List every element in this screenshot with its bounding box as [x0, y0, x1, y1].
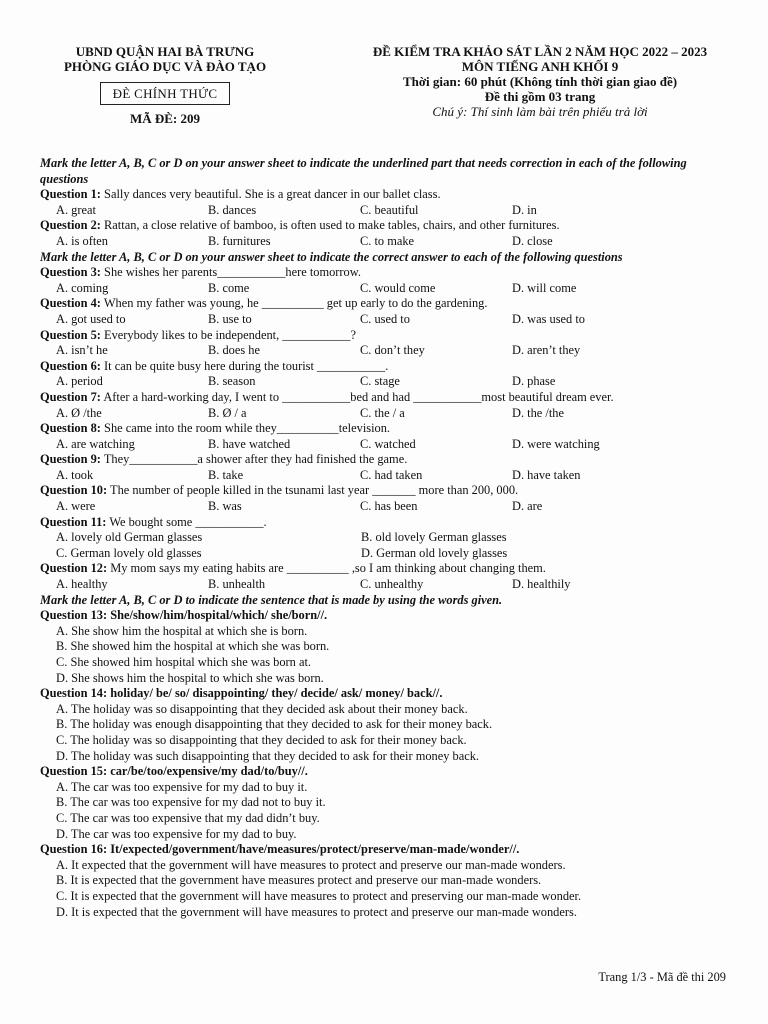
- option-b: B. unhealth: [208, 577, 266, 592]
- option-d: D. She shows him the hospital to which she was born.: [56, 670, 324, 685]
- option-b: B. dances: [208, 202, 257, 217]
- official-box: ĐÈ CHÍNH THỨC: [100, 82, 231, 105]
- question-text: It can be quite busy here during the tourist ___________.: [104, 358, 389, 373]
- option-b: B. season: [208, 374, 256, 389]
- question-text: When my father was young, he __________ get up early to do the gardening.: [103, 296, 488, 311]
- question-label: Question 14:: [40, 686, 108, 701]
- option-a: A. healthy: [56, 577, 108, 592]
- option-c: C. The holiday was so disappointing that they decided to ask for their money back.: [56, 732, 467, 747]
- question-line: [40, 515, 730, 531]
- header-right: [330, 44, 750, 119]
- question-line: [40, 359, 730, 375]
- option-c: C. watched: [360, 436, 416, 451]
- options-row: [40, 312, 730, 328]
- options-row: [40, 374, 730, 390]
- question-text: She/show/him/hospital/which/ she/born//.: [110, 608, 328, 623]
- question-block: [40, 842, 730, 920]
- question-text: She wishes her parents___________here tomorrow.: [104, 265, 361, 280]
- option-d: D. was used to: [512, 311, 585, 326]
- option-a: A. The car was too expensive for my dad to buy it.: [56, 779, 308, 794]
- question-label: Question 15:: [40, 764, 108, 779]
- option-b: B. have watched: [208, 436, 291, 451]
- question-block: [40, 328, 730, 359]
- exam-code: MÃ ĐÈ: 209: [129, 111, 201, 126]
- page-footer: Trang 1/3 - Mã đề thi 209: [598, 970, 726, 984]
- option-a: A. coming: [56, 280, 109, 295]
- option-d: D. It is expected that the government will have measures to protect and preserve our man-made wonders.: [56, 904, 577, 919]
- question-line: [40, 608, 730, 624]
- question-label: Question 12:: [40, 561, 108, 576]
- question-label: Question 5:: [40, 327, 101, 342]
- question-block: [40, 686, 730, 764]
- question-block: [40, 296, 730, 327]
- question-text: We bought some ___________.: [109, 514, 267, 529]
- note: Chú ý: Thí sinh làm bài trên phiếu trả lời: [432, 104, 648, 119]
- option-c: C. German lovely old glasses: [56, 545, 202, 560]
- question-line: [40, 842, 730, 858]
- option-d: D. will come: [512, 280, 577, 295]
- option-c: C. unhealthy: [360, 577, 424, 592]
- question-line: [40, 452, 730, 468]
- question-label: Question 7:: [40, 389, 101, 404]
- option-a: A. lovely old German glasses: [56, 530, 203, 545]
- question-line: [40, 265, 730, 281]
- question-line: [40, 218, 730, 234]
- option-b: B. take: [208, 467, 244, 482]
- question-label: Question 8:: [40, 421, 101, 436]
- option-c: C. The car was too expensive that my dad didn’t buy.: [56, 810, 320, 825]
- option-d: D. healthily: [512, 577, 571, 592]
- option-a: A. were: [56, 499, 96, 514]
- question-text: My mom says my eating habits are __________ ,so I am thinking about changing them.: [110, 561, 546, 576]
- option-d: D. aren’t they: [512, 343, 581, 358]
- option-a: A. She show him the hospital at which she is born.: [56, 623, 308, 638]
- option-d: D. were watching: [512, 436, 600, 451]
- option-a: A. are watching: [56, 436, 135, 451]
- option-a: A. period: [56, 374, 103, 389]
- options-row: [40, 406, 730, 422]
- option-c: C. to make: [360, 233, 415, 248]
- option-d: D. The holiday was such disappointing that they decided to ask for their money back.: [56, 748, 480, 763]
- exam-title: ĐỀ KIỂM TRA KHẢO SÁT LẦN 2 NĂM HỌC 2022 – 2023: [372, 44, 708, 59]
- options-row: [40, 343, 730, 359]
- option-d: D. in: [512, 202, 537, 217]
- options-row: [40, 234, 730, 250]
- question-line: [40, 390, 730, 406]
- question-label: Question 1:: [40, 187, 101, 202]
- question-line: [40, 686, 730, 702]
- option-a: A. got used to: [56, 311, 126, 326]
- option-a: A. Ø /the: [56, 405, 102, 420]
- page-count: Đề thi gồm 03 trang: [484, 89, 596, 104]
- option-d: D. have taken: [512, 467, 581, 482]
- question-block: [40, 218, 730, 249]
- option-c: C. beautiful: [360, 202, 419, 217]
- option-b: B. The car was too expensive for my dad not to buy it.: [56, 795, 326, 810]
- time-limit: Thời gian: 60 phút (Không tính thời gian giao đề): [402, 74, 678, 89]
- option-a: A. is often: [56, 233, 108, 248]
- option-b: B. Ø / a: [208, 405, 247, 420]
- option-b: B. was: [208, 499, 242, 514]
- question-block: [40, 390, 730, 421]
- option-c: C. stage: [360, 374, 400, 389]
- question-label: Question 3:: [40, 265, 101, 280]
- option-b: B. come: [208, 280, 250, 295]
- question-text: holiday/ be/ so/ disappointing/ they/ decide/ ask/ money/ back//.: [110, 686, 443, 701]
- options-row: [40, 203, 730, 219]
- options-row: [40, 281, 730, 297]
- option-c: C. has been: [360, 499, 418, 514]
- question-label: Question 2:: [40, 218, 101, 233]
- question-text: Sally dances very beautiful. She is a great dancer in our ballet class.: [104, 187, 441, 202]
- option-d: D. are: [512, 499, 543, 514]
- option-c: C. She showed him hospital which she was born at.: [56, 655, 312, 669]
- question-label: Question 4:: [40, 296, 101, 311]
- option-b: B. It is expected that the government have measures protect and preserve our man-made wonders.: [56, 873, 542, 888]
- option-c: C. It is expected that the government will have measures to protect and preserving our man-made wonder.: [56, 888, 582, 903]
- question-block: [40, 452, 730, 483]
- department-name: PHÒNG GIÁO DỤC VÀ ĐÀO TẠO: [63, 59, 267, 74]
- option-b: B. use to: [208, 311, 252, 326]
- option-b: B. does he: [208, 343, 260, 358]
- question-block: [40, 265, 730, 296]
- district-name: UBND QUẬN HAI BÀ TRƯNG: [75, 44, 255, 59]
- option-a: A. took: [56, 467, 94, 482]
- question-label: Question 16:: [40, 842, 108, 857]
- options-row: [40, 437, 730, 453]
- option-c: C. would come: [360, 280, 436, 295]
- option-c: C. had taken: [360, 467, 423, 482]
- question-label: Question 13:: [40, 608, 108, 623]
- question-line: [40, 483, 730, 499]
- question-text: It/expected/government/have/measures/protect/preserve/man-made/wonder//.: [110, 842, 520, 857]
- option-d: D. The car was too expensive for my dad to buy.: [56, 826, 297, 841]
- question-block: [40, 561, 730, 592]
- option-c: C. used to: [360, 311, 410, 326]
- section-instruction-1: Mark the letter A, B, C or D on your answer sheet to indicate the underlined part that needs correction in each of the following questions: [40, 156, 687, 186]
- section-instruction-3: Mark the letter A, B, C or D to indicate the sentence that is made by using the words given.: [40, 592, 503, 607]
- question-text: Everybody likes to be independent, ___________?: [104, 327, 356, 342]
- question-text: They___________a shower after they had finished the game.: [103, 452, 408, 467]
- question-line: [40, 187, 730, 203]
- question-block: [40, 515, 730, 562]
- option-a: A. isn’t he: [56, 343, 108, 358]
- option-b: B. old lovely German glasses: [361, 530, 507, 545]
- question-line: [40, 561, 730, 577]
- question-block: [40, 421, 730, 452]
- question-line: [40, 296, 730, 312]
- option-d: D. the /the: [512, 405, 564, 420]
- question-block: [40, 359, 730, 390]
- option-a: A. great: [56, 202, 96, 217]
- options-row: [40, 577, 730, 593]
- option-c: C. don’t they: [360, 343, 425, 358]
- subject-title: MÔN TIẾNG ANH KHỐI 9: [461, 59, 619, 74]
- question-line: [40, 328, 730, 344]
- question-text: She came into the room while they__________television.: [104, 421, 391, 436]
- options-row: [40, 530, 730, 546]
- option-b: B. furnitures: [208, 233, 271, 248]
- question-label: Question 10:: [40, 483, 108, 498]
- option-a: A. The holiday was so disappointing that they decided ask about their money back.: [56, 701, 468, 716]
- question-text: After a hard-working day, I went to ___________bed and had ___________most beautiful dream ever.: [103, 389, 614, 404]
- header-left: [40, 44, 290, 126]
- question-text: car/be/too/expensive/my dad/to/buy//.: [110, 764, 308, 779]
- question-label: Question 6:: [40, 358, 101, 373]
- option-b: B. The holiday was enough disappointing that they decided to ask for their money back.: [56, 717, 493, 732]
- question-line: [40, 421, 730, 437]
- option-d: D. German old lovely glasses: [361, 545, 508, 560]
- question-text: Rattan, a close relative of bamboo, is often used to make tables, chairs, and other furnitures.: [104, 218, 560, 233]
- question-block: [40, 608, 730, 686]
- question-text: The number of people killed in the tsunami last year _______ more than 200, 000.: [110, 483, 519, 498]
- option-d: D. phase: [512, 374, 556, 389]
- option-c: C. the / a: [360, 405, 405, 420]
- option-d: D. close: [512, 233, 553, 248]
- option-b: B. She showed him the hospital at which she was born.: [56, 639, 330, 654]
- question-block: [40, 187, 730, 218]
- options-row: [40, 468, 730, 484]
- options-row: [40, 546, 730, 562]
- exam-body: [40, 156, 730, 920]
- question-label: Question 11:: [40, 514, 107, 529]
- option-a: A. It expected that the government will have measures to protect and preserve our man-made wonders.: [56, 857, 566, 872]
- question-block: [40, 483, 730, 514]
- question-label: Question 9:: [40, 452, 101, 467]
- options-row: [40, 499, 730, 515]
- question-line: [40, 764, 730, 780]
- question-block: [40, 764, 730, 842]
- section-instruction-2: Mark the letter A, B, C or D on your answer sheet to indicate the correct answer to each of the following questions: [40, 249, 623, 264]
